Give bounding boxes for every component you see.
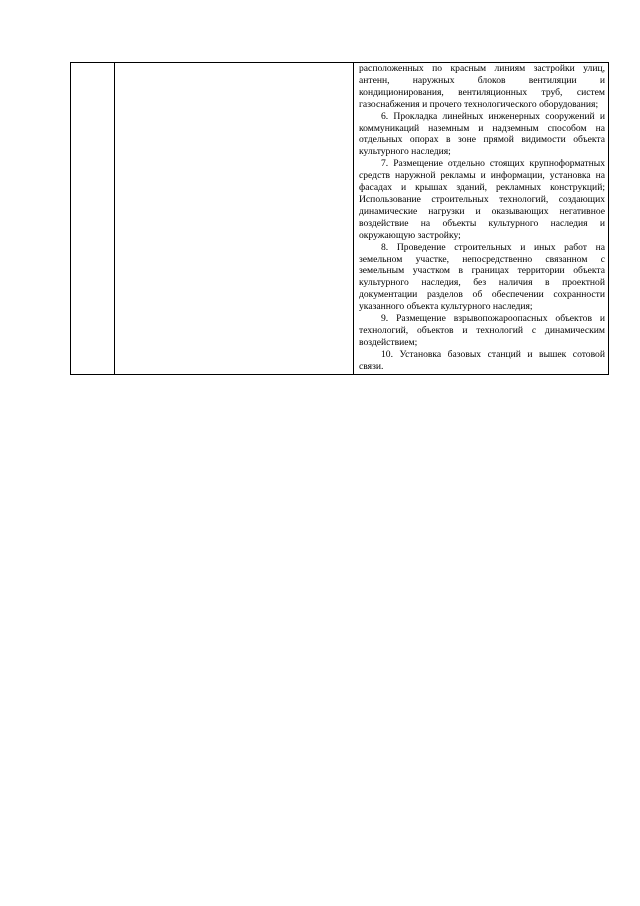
restriction-item-8: 8. Проведение строительных и иных работ на земельном участке, непосредственно связанном с земельным участком в границах территории объекта культурного наследия, без наличия в проектной документации разделов об обеспечении сохранности указанного объекта культурного наследия; — [359, 241, 605, 313]
restriction-item-9: 9. Размещение взрывопожароопасных объектов и технологий, объектов и технологий с динамическим воздействием; — [359, 313, 605, 348]
restriction-item-7: 7. Размещение отдельно стоящих крупноформатных средств наружной рекламы и информации, установка на фасадах и крышах зданий, рекламных конструкций; Использование строительных технологий, создающих динамические нагрузки и оказывающих негативное воздействие на объекты культурного наследия и окружающую застройку; — [359, 158, 605, 241]
restriction-item-10: 10. Установка базовых станций и вышек сотовой связи. — [359, 348, 605, 372]
restrictions-text — [359, 63, 605, 373]
restrictions-cell — [354, 63, 609, 375]
restriction-item-6: 6. Прокладка линейных инженерных сооружений и коммуникаций наземным и надземным способом на отдельных опорах в зоне прямой видимости объекта культурного наследия; — [359, 110, 605, 158]
restrictions-table — [70, 62, 609, 375]
table-row — [71, 63, 609, 375]
object-cell — [115, 63, 354, 375]
restriction-continuation: расположенных по красным линиям застройки улиц, антенн, наружных блоков вентиляции и кондиционирования, вентиляционных труб, систем газоснабжения и прочего технологического оборудования; — [359, 63, 605, 110]
number-cell — [71, 63, 115, 375]
